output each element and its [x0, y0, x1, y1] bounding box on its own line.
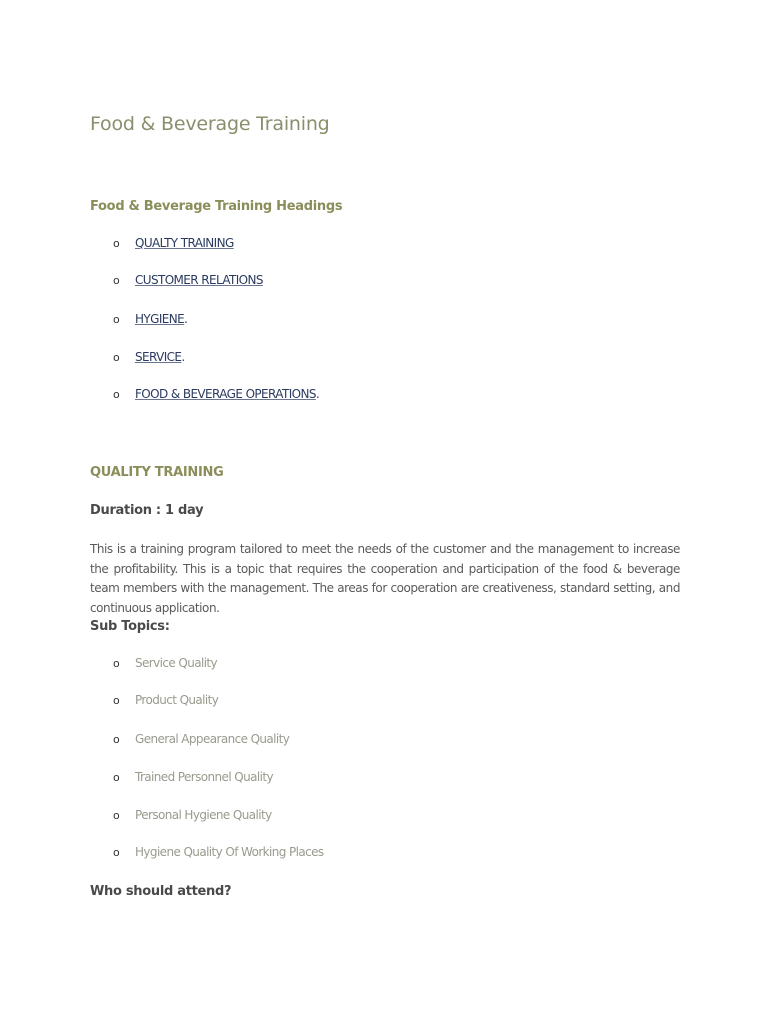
link-food-beverage-operations[interactable]: FOOD & BEVERAGE OPERATIONS [135, 387, 316, 401]
link-suffix: . [184, 312, 188, 326]
link-suffix: . [181, 350, 185, 364]
list-item [113, 656, 217, 674]
bullet-icon: o [113, 846, 120, 859]
list-item [113, 845, 324, 863]
bullet-icon: o [113, 237, 120, 250]
subtopic-label: Personal Hygiene Quality [135, 808, 272, 822]
subtopic-label: Trained Personnel Quality [135, 770, 273, 784]
list-item [113, 350, 185, 368]
subtopic-label: Product Quality [135, 693, 219, 707]
who-should-attend-heading: Who should attend? [90, 884, 232, 899]
headings-section-heading: Food & Beverage Training Headings [90, 199, 343, 214]
duration-label: Duration : 1 day [90, 503, 204, 518]
bullet-icon: o [113, 809, 120, 822]
quality-training-description: This is a training program tailored to meet the needs of the customer and the management to increase the profitability. This is a topic that requires the cooperation and participation of the food & beverage team members with the management. The areas for cooperation are creativeness, standard setting, and continuous application. [90, 542, 680, 615]
subtopic-label: Hygiene Quality Of Working Places [135, 845, 324, 859]
subtopic-label: General Appearance Quality [135, 732, 290, 746]
list-item [113, 312, 187, 330]
list-item [113, 693, 218, 711]
list-item [113, 770, 273, 788]
subtopics-heading: Sub Topics: [90, 619, 170, 634]
link-customer-relations[interactable]: CUSTOMER RELATIONS [135, 273, 263, 287]
subtopic-label: Service Quality [135, 656, 218, 670]
link-hygiene[interactable]: HYGIENE [135, 312, 185, 326]
bullet-icon: o [113, 694, 120, 707]
bullet-icon: o [113, 351, 120, 364]
link-service[interactable]: SERVICE [135, 350, 182, 364]
bullet-icon: o [113, 771, 120, 784]
page-title: Food & Beverage Training [90, 113, 330, 135]
list-item [113, 732, 289, 750]
link-suffix: . [315, 387, 320, 401]
bullet-icon: o [113, 657, 120, 670]
bullet-icon: o [113, 313, 120, 326]
list-item [113, 387, 319, 405]
link-quality-training[interactable]: QUALTY TRAINING [135, 236, 234, 250]
bullet-icon: o [113, 388, 120, 401]
list-item [113, 236, 234, 254]
list-item [113, 273, 263, 291]
bullet-icon: o [113, 733, 120, 746]
list-item [113, 808, 272, 826]
quality-training-heading: QUALITY TRAINING [90, 465, 224, 480]
bullet-icon: o [113, 274, 120, 287]
